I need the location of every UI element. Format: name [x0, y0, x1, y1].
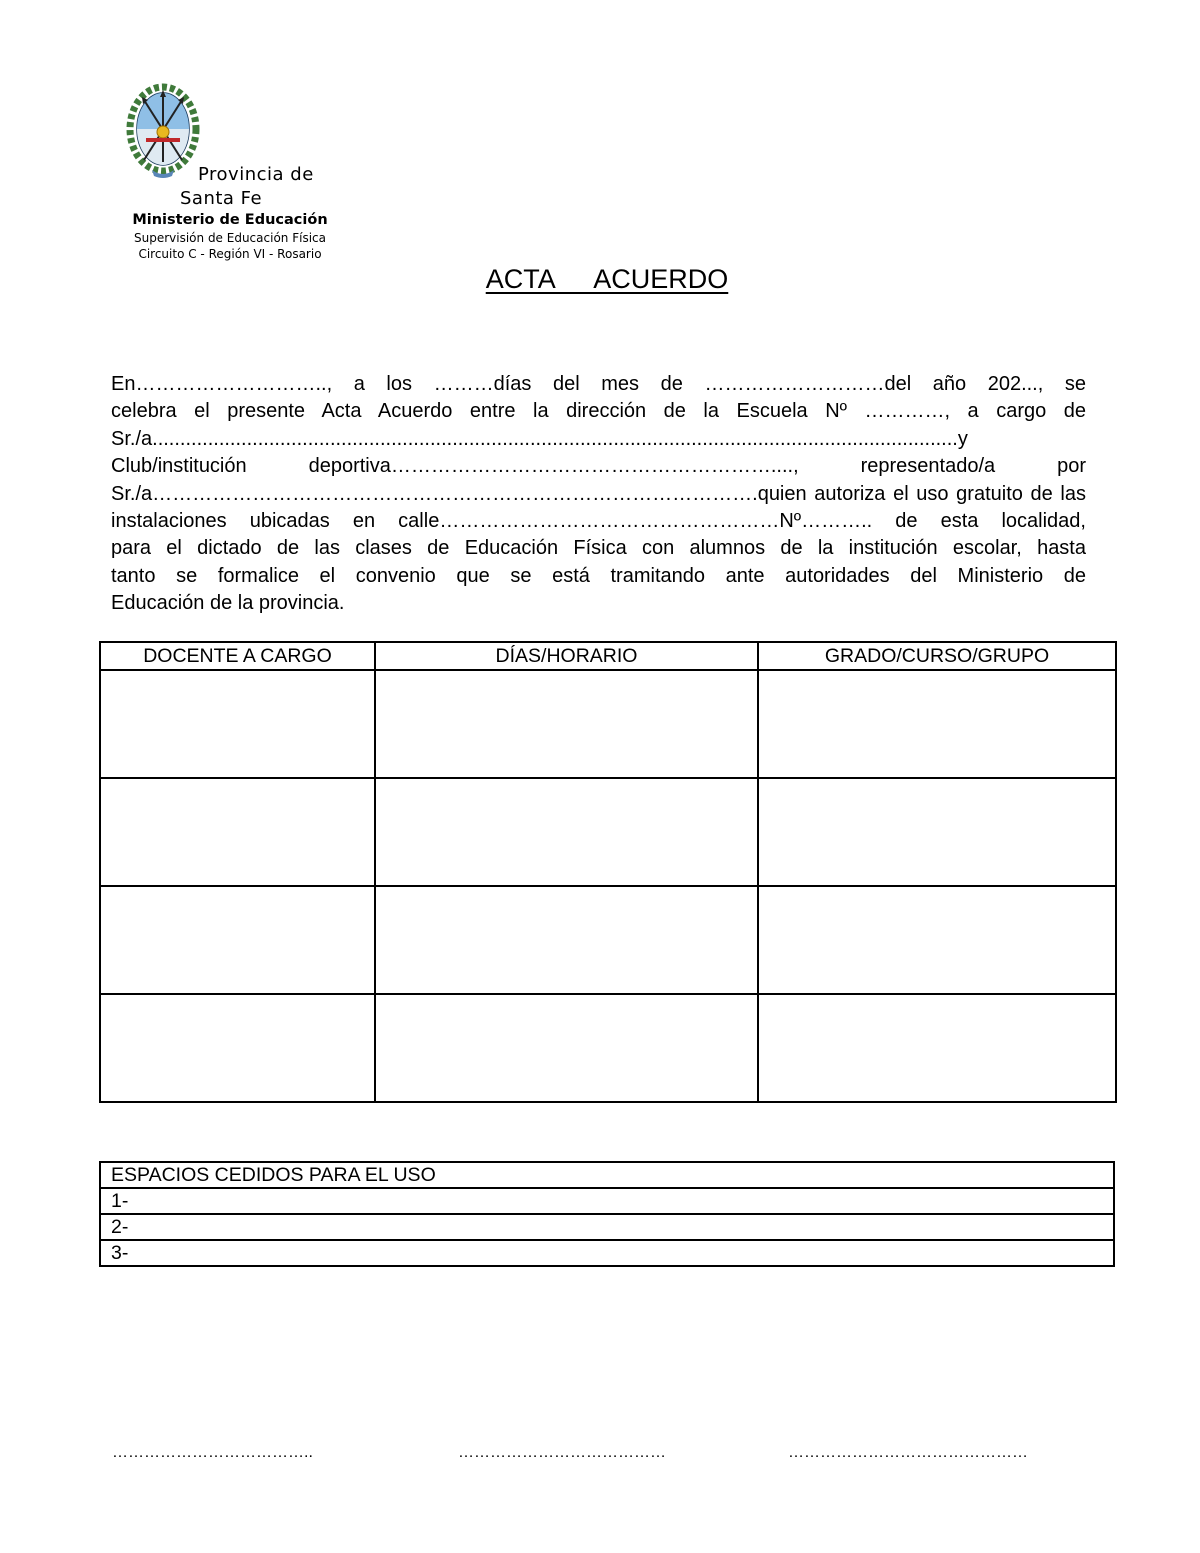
table-row: [100, 1240, 1114, 1266]
paragraph-line: para el dictado de las clases de Educación Física con alumnos de la institución escolar, hasta: [111, 537, 1086, 560]
supervision-name: Supervisión de Educación Física: [134, 231, 326, 245]
agreement-paragraph: [111, 371, 1086, 618]
teacher-schedule-table: [99, 641, 1117, 1103]
signature-line-2: …………………………………: [458, 1444, 666, 1461]
paragraph-line: Club/institución deportiva…………………………………………………...., representado/a por: [111, 455, 1086, 478]
table-cell[interactable]: [375, 886, 758, 994]
table-row: [100, 1188, 1114, 1214]
circuit-region: Circuito C - Región VI - Rosario: [138, 247, 322, 261]
table-cell[interactable]: [758, 778, 1116, 886]
table-row: [100, 1214, 1114, 1240]
table-cell[interactable]: [758, 994, 1116, 1102]
table-cell[interactable]: [758, 886, 1116, 994]
column-header-schedule: DÍAS/HORARIO: [375, 642, 758, 670]
table-cell[interactable]: [375, 670, 758, 778]
signature-line-3: ………………………………………: [788, 1444, 1028, 1461]
column-header-grade: GRADO/CURSO/GRUPO: [758, 642, 1116, 670]
spaces-header: ESPACIOS CEDIDOS PARA EL USO: [100, 1162, 1114, 1188]
table-row: [100, 994, 1116, 1102]
document-title: ACTA ACUERDO: [485, 264, 729, 294]
paragraph-line: Sr./a……………………………………………………………………………….quien autoriza el uso gratuito de las: [111, 482, 1086, 505]
table-cell[interactable]: [375, 994, 758, 1102]
table-row: [100, 778, 1116, 886]
space-item[interactable]: 1-: [100, 1188, 1114, 1214]
paragraph-line: Educación de la provincia.: [111, 592, 345, 615]
paragraph-line: Sr./a.................................................................................................................................................y: [111, 427, 968, 450]
space-item[interactable]: 3-: [100, 1240, 1114, 1266]
santa-fe-coat-of-arms-icon: [126, 82, 200, 180]
table-header-row: [100, 642, 1116, 670]
space-item[interactable]: 2-: [100, 1214, 1114, 1240]
paragraph-line: tanto se formalice el convenio que se está tramitando ante autoridades del Ministerio de: [111, 564, 1086, 587]
paragraph-line: celebra el presente Acta Acuerdo entre la dirección de la Escuela Nº …………, a cargo de: [111, 400, 1086, 423]
table-cell[interactable]: [100, 778, 375, 886]
table-cell[interactable]: [375, 778, 758, 886]
table-cell[interactable]: [100, 670, 375, 778]
table-cell[interactable]: [758, 670, 1116, 778]
ministry-name: Ministerio de Educación: [132, 212, 328, 228]
table-row: [100, 670, 1116, 778]
column-header-teacher: DOCENTE A CARGO: [100, 642, 375, 670]
province-name-line2: Santa Fe: [180, 188, 263, 209]
spaces-header-row: [100, 1162, 1114, 1188]
signature-line-1: ………………………………..: [112, 1444, 313, 1461]
table-cell[interactable]: [100, 994, 375, 1102]
paragraph-line: instalaciones ubicadas en calle……………………………………………Nº……….. de esta localidad,: [111, 509, 1086, 532]
paragraph-line: En……………………….., a los ………días del mes de ………………………del año 202..., se: [111, 373, 1086, 395]
table-cell[interactable]: [100, 886, 375, 994]
table-row: [100, 886, 1116, 994]
spaces-table: [99, 1161, 1115, 1267]
province-name-line1: Provincia de: [198, 164, 314, 185]
